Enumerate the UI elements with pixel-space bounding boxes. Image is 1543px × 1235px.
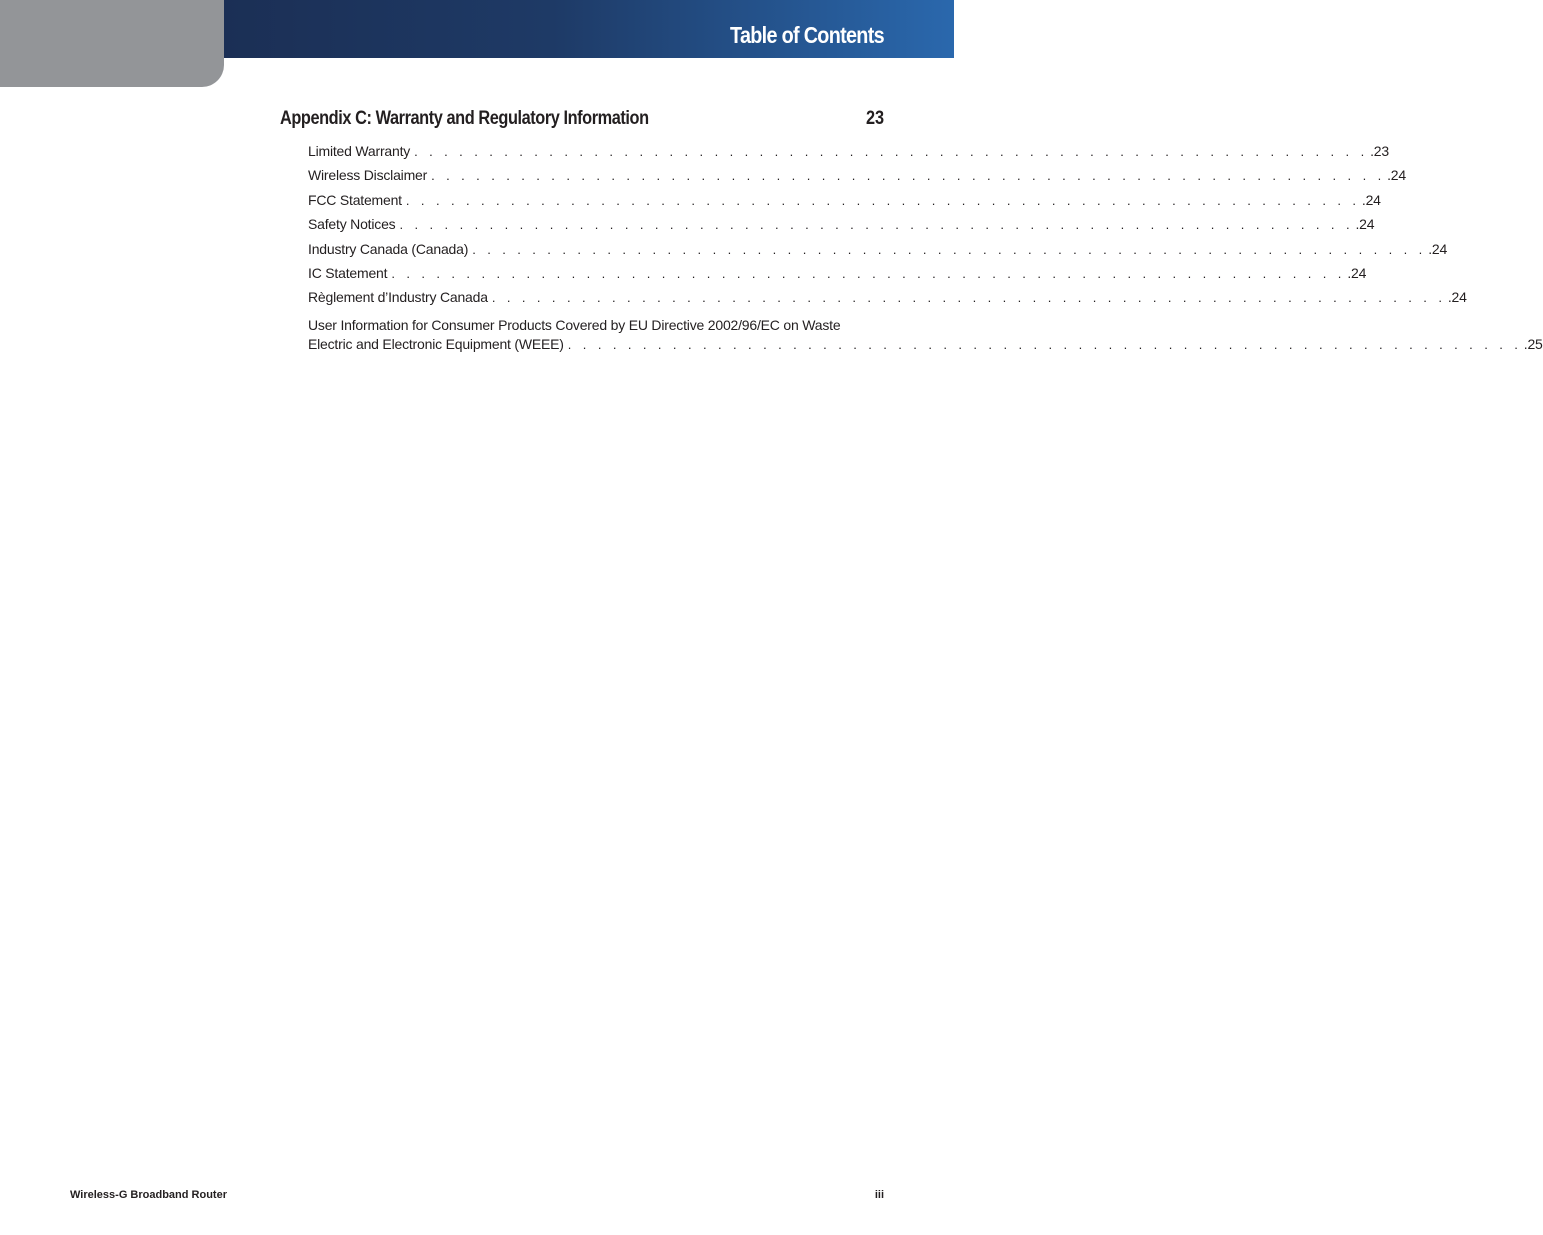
toc-entry-label-line1: User Information for Consumer Products Covered by EU Directive 2002/96/EC on Waste <box>308 316 841 333</box>
toc-entry-weee[interactable] <box>308 314 1543 354</box>
toc-section-heading[interactable] <box>280 108 884 134</box>
toc-leader-dots: . . . . . . . . . . . . . . . . . . . . . . . . . . . . . . . . . . . . . . . . . . . . . . . . . . . . . . . . . . . . . . . . <box>405 192 1360 208</box>
toc-entry-ic-statement[interactable] <box>308 264 1367 289</box>
toc-entry-reglement-industry-canada[interactable] <box>308 289 1467 313</box>
toc-leader-dots: . . . . . . . . . . . . . . . . . . . . . . . . . . . . . . . . . . . . . . . . . . . . . . . . . . . . . . . . . . . . . . . . <box>399 217 1354 233</box>
toc-entry-label-line2: Electric and Electronic Equipment (WEEE) <box>308 335 564 352</box>
toc-leader-dots: . . . . . . . . . . . . . . . . . . . . . . . . . . . . . . . . . . . . . . . . . . . . . . . . . . . . . . . . . . . . . . . . <box>391 265 1346 281</box>
toc-leader-dots: . . . . . . . . . . . . . . . . . . . . . . . . . . . . . . . . . . . . . . . . . . . . . . . . . . . . . . . . . . . . . . . . <box>431 168 1386 184</box>
section-heading-page: 23 <box>865 108 884 129</box>
toc-entry-label: Wireless Disclaimer <box>308 167 428 184</box>
toc-entry-fcc-statement[interactable] <box>308 191 1381 216</box>
toc-leader-dots: . . . . . . . . . . . . . . . . . . . . . . . . . . . . . . . . . . . . . . . . . . . . . . . . . . . . . . . . . . . . . . . . <box>414 144 1369 159</box>
toc-entry-label: Limited Warranty <box>308 143 411 159</box>
toc-entry-page: .24 <box>1361 191 1381 208</box>
toc-entry-label: IC Statement <box>308 264 388 281</box>
toc-entry-page: .24 <box>1355 216 1375 233</box>
toc-leader-dots: . . . . . . . . . . . . . . . . . . . . . . . . . . . . . . . . . . . . . . . . . . . . . . . . . . . . . . . . . . . . . . . . <box>567 336 1522 352</box>
header-bar <box>224 0 954 58</box>
toc-entry-page: .24 <box>1347 264 1367 281</box>
header-gray-tab <box>0 0 224 87</box>
toc-entry-limited-warranty[interactable] <box>308 143 1389 167</box>
page-title: Table of Contents <box>730 22 884 48</box>
toc-entry-page: .23 <box>1370 143 1389 159</box>
toc-entry-label: Règlement d’Industry Canada <box>308 289 488 306</box>
toc-entry-label: Safety Notices <box>308 216 396 233</box>
toc-entry-page: .24 <box>1428 240 1448 257</box>
toc-entry-page: .25 <box>1523 335 1543 352</box>
toc-entry-safety-notices[interactable] <box>308 216 1375 240</box>
toc-entry-industry-canada[interactable] <box>308 240 1448 265</box>
toc-leader-dots: . . . . . . . . . . . . . . . . . . . . . . . . . . . . . . . . . . . . . . . . . . . . . . . . . . . . . . . . . . . . . . . . <box>472 241 1427 257</box>
toc-entry-page: .24 <box>1447 289 1467 306</box>
toc-leader-dots: . . . . . . . . . . . . . . . . . . . . . . . . . . . . . . . . . . . . . . . . . . . . . . . . . . . . . . . . . . . . . . . . <box>491 290 1446 306</box>
toc-entry-label: FCC Statement <box>308 191 402 208</box>
toc-entry-page: .24 <box>1387 167 1406 184</box>
footer-page-number: iii <box>874 1189 884 1201</box>
section-heading-title: Appendix C: Warranty and Regulatory Information <box>280 108 649 129</box>
toc-entry-label: Industry Canada (Canada) <box>308 240 469 257</box>
toc-entry-wireless-disclaimer[interactable] <box>308 167 1406 191</box>
toc-entry-line2 <box>308 335 1543 354</box>
toc-list <box>308 143 1543 354</box>
footer-product-name: Wireless-G Broadband Router <box>70 1189 227 1201</box>
